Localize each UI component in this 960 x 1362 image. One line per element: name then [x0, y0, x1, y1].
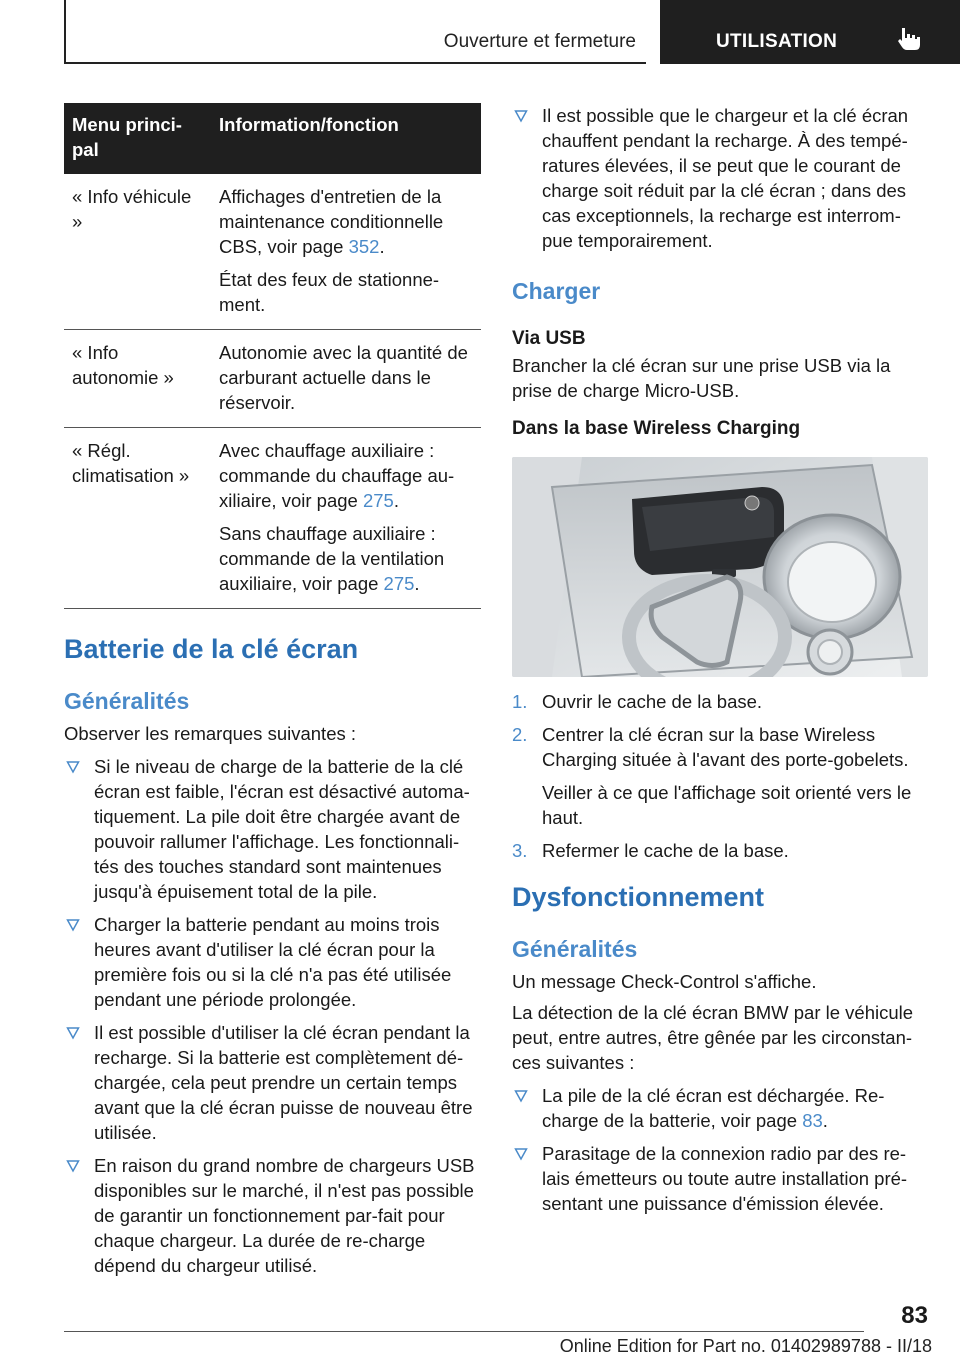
info-text: Avec chauffage auxiliaire : commande du chauffage au-xiliaire, voir page: [219, 440, 455, 511]
page-number: 83: [901, 1302, 928, 1329]
page-reference-link[interactable]: 352: [348, 236, 380, 257]
table-cell-info: Affichages d'entretien de la maintenance conditionnelle CBS, voir page 352. État des feux de stationne-ment.: [211, 174, 481, 330]
battery-remarks-list-continued: [512, 103, 928, 253]
list-item: La pile de la clé écran est déchargée. Re-charge de la batterie, voir page 83.: [512, 1083, 928, 1133]
triangle-bullet-icon: [66, 760, 80, 774]
list-item: [64, 1020, 481, 1145]
footer-edition: Online Edition for Part no. 01402989788 - II/18: [559, 1336, 932, 1356]
subsection-title-usb: Via USB: [512, 328, 586, 349]
step-number: 3.: [512, 840, 528, 861]
subsection-title-general-2: Généralités: [512, 936, 638, 962]
malfunction-causes-list: [512, 1083, 928, 1216]
info-text: Autonomie avec la quantité de carburant actuelle dans le réservoir.: [219, 342, 468, 413]
list-item-text: En raison du grand nombre de chargeurs USB disponibles sur le marché, il n'est pas possible de garantir un fonctionnement par-fait pour chaque chargeur. La durée de re-charge dépend du chargeur utilisé.: [94, 1155, 475, 1276]
wireless-charging-photo: [512, 457, 928, 677]
page-reference-link[interactable]: 275: [362, 490, 394, 511]
table-header-info: Information/fonction: [211, 103, 481, 174]
triangle-bullet-icon: [514, 1147, 528, 1161]
table-row: [64, 428, 481, 609]
list-item-text: Parasitage de la connexion radio par des re-lais émetteurs ou toute autre installation pré-sentant une puissance d'émission élevée.: [542, 1143, 908, 1214]
triangle-bullet-icon: [514, 1089, 528, 1103]
table-cell-menu: « Info autonomie »: [64, 330, 211, 428]
center-console-illustration: [512, 457, 928, 677]
list-item-text: Il est possible d'utiliser la clé écran pendant la recharge. Si la batterie est complètement dé-chargée, cela peut prendre un certain temps avant que la clé écran puisse de nouveau être utilisée.: [94, 1022, 473, 1143]
table-cell-info: [211, 330, 481, 428]
table-row: [64, 174, 481, 330]
header-chapter-title: UTILISATION: [716, 31, 838, 52]
step-text: Centrer la clé écran sur la base Wireless Charging située à l'avant des porte-gobelets.: [542, 724, 909, 770]
info-text: État des feux de stationne-ment.: [219, 269, 440, 315]
wireless-charging-steps: [512, 689, 928, 863]
header-chapter-tab: [660, 0, 960, 64]
battery-intro: Observer les remarques suivantes :: [64, 723, 357, 744]
menu-table: [64, 103, 481, 609]
triangle-bullet-icon: [514, 109, 528, 123]
section-title-charger: Charger: [512, 278, 601, 304]
list-item: [512, 689, 928, 714]
table-cell-info: Avec chauffage auxiliaire : commande du chauffage au-xiliaire, voir page 275. Sans chauffage auxiliaire : commande de la ventilation auxiliaire, voir page 275.: [211, 428, 481, 609]
list-item: [64, 1153, 481, 1278]
info-text: Affichages d'entretien de la maintenance conditionnelle CBS, voir page: [219, 186, 444, 257]
step-text: Veiller à ce que l'affichage soit orienté vers le haut.: [542, 782, 912, 828]
right-column: [512, 103, 928, 1224]
header-left-rule: [64, 0, 66, 64]
header-bottom-rule: [64, 62, 646, 64]
triangle-bullet-icon: [66, 1159, 80, 1173]
list-item-text: Charger la batterie pendant au moins trois heures avant d'utiliser la clé écran pour la première fois ou si la clé n'a pas été utilisée pendant une période prolongée.: [94, 914, 452, 1010]
table-cell-menu: « Info véhicule »: [64, 174, 211, 330]
usb-instructions: Brancher la clé écran sur une prise USB via la prise de charge Micro-USB.: [512, 355, 891, 401]
left-column: [64, 103, 481, 1286]
info-text: Sans chauffage auxiliaire : commande de la ventilation auxiliaire, voir page: [219, 523, 445, 594]
battery-remarks-list: [64, 754, 481, 1278]
page-reference-link[interactable]: 83: [802, 1110, 823, 1131]
malfunction-message: Un message Check-Control s'affiche.: [512, 971, 817, 992]
page-reference-link[interactable]: 275: [383, 573, 415, 594]
pointing-hand-icon: [896, 26, 922, 52]
step-text: Refermer le cache de la base.: [542, 840, 789, 861]
step-text: Ouvrir le cache de la base.: [542, 691, 763, 712]
triangle-bullet-icon: [66, 918, 80, 932]
subsection-title-wireless: Dans la base Wireless Charging: [512, 418, 801, 439]
list-item: [512, 1141, 928, 1216]
list-item-text: Si le niveau de charge de la batterie de la clé écran est faible, l'écran est désactivé automa-tiquement. La pile doit être chargée avant de pouvoir rallumer l'affichage. Les fonctionnali-tés des touches standard sont maintenues jusqu'à épuisement total de la pile.: [94, 756, 470, 902]
list-item-text: Il est possible que le chargeur et la clé écran chauffent pendant la recharge. À des tempé-ratures élevées, il se peut que le courant de charge soit réduit par la clé écran ; dans des cas exceptionnels, la recharge est interrom-pue temporairement.: [542, 105, 909, 251]
table-row: [64, 330, 481, 428]
footer-rule: [64, 1331, 864, 1332]
table-cell-menu: « Régl. climatisation »: [64, 428, 211, 609]
section-title-battery: Batterie de la clé écran: [64, 634, 359, 664]
section-title-malfunction: Dysfonctionnement: [512, 882, 765, 912]
triangle-bullet-icon: [66, 1026, 80, 1040]
list-item: [512, 722, 928, 830]
malfunction-description: La détection de la clé écran BMW par le véhicule peut, entre autres, être gênée par les circonstan-ces suivantes :: [512, 1002, 914, 1073]
list-item: [512, 103, 928, 253]
table-header-menu: Menu princi-pal: [64, 103, 211, 174]
header-section-title: Ouverture et fermeture: [443, 31, 636, 52]
step-number: 1.: [512, 691, 528, 712]
step-number: 2.: [512, 724, 528, 745]
list-item-text: La pile de la clé écran est déchargée. Re-charge de la batterie, voir page: [542, 1085, 885, 1131]
subsection-title-general: Généralités: [64, 688, 190, 714]
list-item: [512, 838, 928, 863]
list-item: [64, 912, 481, 1012]
list-item: [64, 754, 481, 904]
